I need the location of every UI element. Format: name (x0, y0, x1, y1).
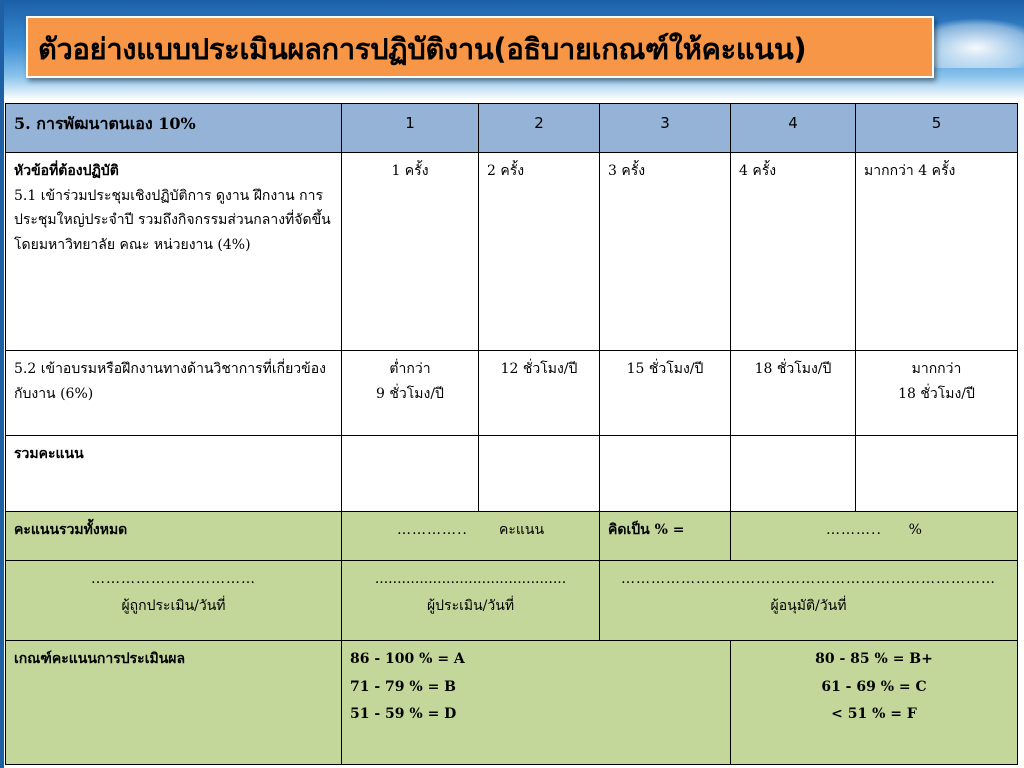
grade-d: 51 - 59 % = D (350, 706, 457, 722)
criterion-5-1-level-4: 4 ครั้ง (731, 153, 856, 351)
total-score-cell (342, 512, 600, 561)
subtotal-label: รวมคะแนน (6, 436, 342, 512)
level-header-5: 5 (856, 104, 1018, 153)
total-score-blank: ………….. (396, 522, 468, 538)
level-5-line-2: 18 ชั่วโมง/ปี (898, 385, 975, 402)
grade-a: 86 - 100 % = A (350, 651, 465, 667)
evaluator-signature-line: ........................................... (374, 571, 567, 587)
subtotal-level-2 (479, 436, 600, 512)
page-title: ตัวอย่างแบบประเมินผลการปฏิบัติงาน(อธิบายเกณฑ์ให้คะแนน) (38, 32, 807, 66)
subtotal-row (6, 436, 1018, 512)
evaluator-label: ผู้ประเมิน/วันที่ (426, 597, 515, 614)
total-score-unit: คะแนน (499, 522, 545, 538)
criterion-row-5-1 (6, 153, 1018, 351)
grade-b-plus: 80 - 85 % = B+ (815, 651, 933, 667)
percent-blank: ……….. (826, 522, 882, 538)
percent-label: คิดเป็น % = (600, 512, 731, 561)
criterion-row-5-2 (6, 351, 1018, 436)
grade-b: 71 - 79 % = B (350, 678, 457, 695)
approver-label: ผู้อนุมัติ/วันที่ (770, 597, 847, 614)
evaluation-form-table (5, 103, 1018, 765)
level-header-3: 3 (600, 104, 731, 153)
criterion-5-1-description: 5.1 เข้าร่วมประชุมเชิงปฏิบัติการ ดูงาน ฝึกงาน การประชุมใหญ่ประจำปี รวมถึงกิจกรรมส่วนกลางที่จัดขึ้นโดยมหาวิทยาลัย คณะ หน่วยงาน (4%) (14, 187, 331, 253)
evaluatee-signature-line: …………………………… (91, 571, 256, 587)
subtotal-level-4 (731, 436, 856, 512)
grading-criteria-row (6, 641, 1018, 765)
criterion-heading: หัวข้อที่ต้องปฏิบัติ (14, 163, 119, 179)
evaluatee-label: ผู้ถูกประเมิน/วันที่ (121, 597, 226, 614)
subtotal-level-1 (342, 436, 479, 512)
total-row (6, 512, 1018, 561)
approver-signature-line: ………………………………………………………………… (621, 571, 996, 587)
level-header-1: 1 (342, 104, 479, 153)
criterion-5-2-level-1 (342, 351, 479, 436)
grading-criteria-label: เกณฑ์คะแนนการประเมินผล (6, 641, 342, 765)
criterion-5-2-description: 5.2 เข้าอบรมหรือฝึกงานทางด้านวิชาการที่เกี่ยวข้องกับงาน (6%) (6, 351, 342, 436)
evaluator-signature-cell (342, 561, 600, 641)
header-row (6, 104, 1018, 153)
criterion-5-2-level-4: 18 ชั่วโมง/ปี (731, 351, 856, 436)
criterion-5-1-cell (6, 153, 342, 351)
grading-criteria-left (342, 641, 731, 765)
level-1-line-1: ต่ำกว่า (389, 361, 431, 377)
level-header-2: 2 (479, 104, 600, 153)
criterion-5-2-level-2: 12 ชั่วโมง/ปี (479, 351, 600, 436)
percent-cell (731, 512, 1018, 561)
section-title: 5. การพัฒนาตนเอง 10% (6, 104, 342, 153)
criterion-5-1-level-5: มากกว่า 4 ครั้ง (856, 153, 1018, 351)
criterion-5-2-level-3: 15 ชั่วโมง/ปี (600, 351, 731, 436)
left-edge-strip (0, 0, 4, 768)
grading-criteria-right (731, 641, 1018, 765)
subtotal-level-3 (600, 436, 731, 512)
criterion-5-1-level-3: 3 ครั้ง (600, 153, 731, 351)
grade-c: 61 - 69 % = C (821, 678, 927, 695)
criterion-5-1-level-1: 1 ครั้ง (342, 153, 479, 351)
approver-signature-cell (600, 561, 1018, 641)
total-label: คะแนนรวมทั้งหมด (6, 512, 342, 561)
grade-f: < 51 % = F (831, 706, 917, 722)
subtotal-level-5 (856, 436, 1018, 512)
evaluatee-signature-cell (6, 561, 342, 641)
percent-sign: % (908, 522, 922, 538)
level-1-line-2: 9 ชั่วโมง/ปี (376, 385, 444, 402)
signature-row (6, 561, 1018, 641)
level-header-4: 4 (731, 104, 856, 153)
level-5-line-1: มากกว่า (911, 361, 962, 377)
title-banner (26, 16, 934, 78)
criterion-5-1-level-2: 2 ครั้ง (479, 153, 600, 351)
criterion-5-2-level-5 (856, 351, 1018, 436)
